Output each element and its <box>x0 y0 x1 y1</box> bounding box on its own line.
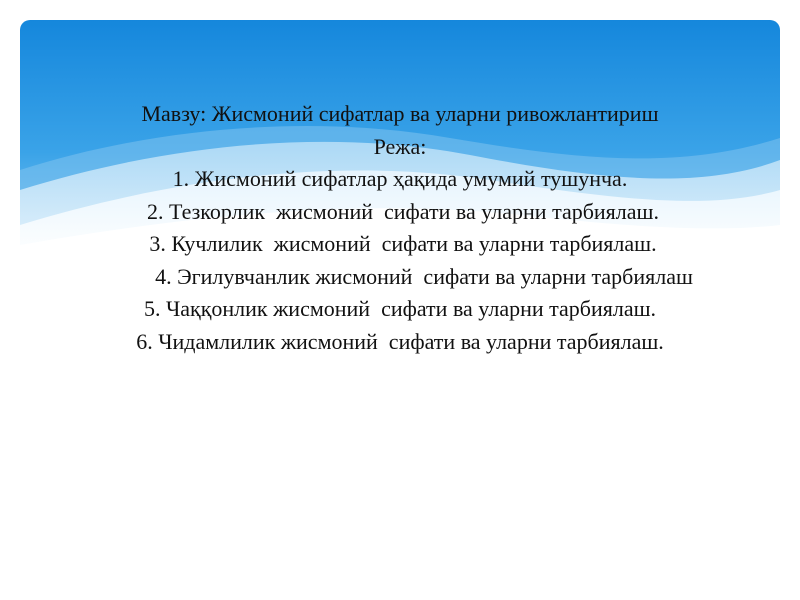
plan-item-3: 3. Кучлилик жисмоний сифати ва уларни тарбиялаш. <box>149 231 657 256</box>
plan-item-4: 4. Эгилувчанлик жисмоний сифати ва уларни тарбиялаш <box>155 263 693 289</box>
plan-item-6: 6. Чидамлилик жисмоний сифати ва уларни тарбиялаш. <box>136 328 664 354</box>
plan-item-1: 1. Жисмоний сифатлар ҳақида умумий тушунча. <box>172 166 628 191</box>
plan-label: Режа: <box>373 133 427 159</box>
plan-item-5: 5. Чаққонлик жисмоний сифати ва уларни тарбиялаш. <box>143 296 657 321</box>
slide-content <box>0 98 800 358</box>
plan-item-2: 2. Тезкорлик жисмоний сифати ва уларни тарбиялаш. <box>146 198 659 224</box>
slide-title: Мавзу: Жисмоний сифатлар ва уларни ривожлантириш <box>141 101 659 126</box>
